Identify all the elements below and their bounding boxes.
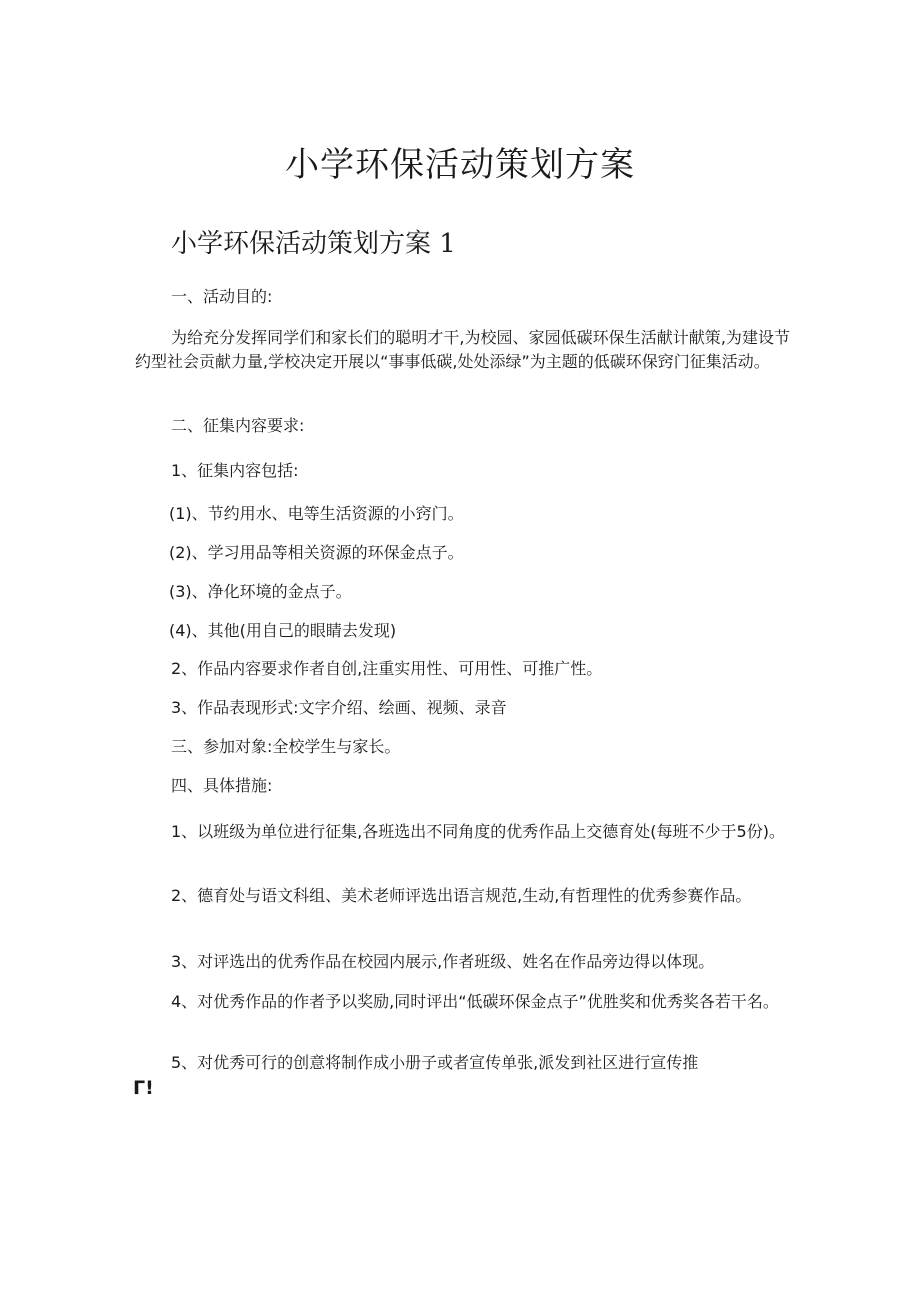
list-item-content-includes: 1、征集内容包括: — [171, 461, 299, 480]
list-subitem-4: (4)、其他(用自己的眼睛去发现) — [169, 621, 397, 640]
section-heading-requirements: 二、征集内容要求: — [171, 416, 305, 435]
document-subtitle: 小学环保活动策划方案 1 — [171, 229, 456, 259]
list-subitem-2: (2)、学习用品等相关资源的环保金点子。 — [169, 543, 464, 562]
measure-item-2: 2、德育处与语文科组、美术老师评选出语言规范,生动,有哲理性的优秀参赛作品。 — [171, 886, 752, 905]
section-heading-purpose: 一、活动目的: — [171, 287, 273, 306]
measure-item-5: 5、对优秀可行的创意将制作成小册子或者宣传单张,派发到社区进行宣传推 — [171, 1053, 699, 1072]
list-item-format: 3、作品表现形式:文字介绍、绘画、视频、录音 — [171, 698, 507, 717]
measure-item-4: 4、对优秀作品的作者予以奖励,同时评出“低碳环保金点子”优胜奖和优秀奖各若干名。 — [171, 992, 779, 1011]
document-title: 小学环保活动策划方案 — [285, 145, 635, 185]
measure-item-1: 1、以班级为单位进行征集,各班选出不同角度的优秀作品上交德育处(每班不少于5份)。 — [171, 822, 785, 841]
section-heading-participants: 三、参加对象:全校学生与家长。 — [171, 737, 401, 756]
list-item-originality: 2、作品内容要求作者自创,注重实用性、可用性、可推广性。 — [171, 659, 603, 678]
measure-item-5-fragment: Γ! — [133, 1077, 154, 1099]
measure-item-3: 3、对评选出的优秀作品在校园内展示,作者班级、姓名在作品旁边得以体现。 — [171, 952, 715, 971]
list-subitem-1: (1)、节约用水、电等生活资源的小窍门。 — [169, 504, 464, 523]
paragraph-purpose: 为给充分发挥同学们和家长们的聪明才干,为校园、家园低碳环保生活献计献策,为建设节约型社会贡献力量,学校决定开展以“事事低碳,处处添绿”为主题的低碳环保窍门征集活动。 — [135, 328, 790, 371]
list-subitem-3: (3)、净化环境的金点子。 — [169, 582, 352, 601]
section-heading-measures: 四、具体措施: — [171, 776, 273, 795]
